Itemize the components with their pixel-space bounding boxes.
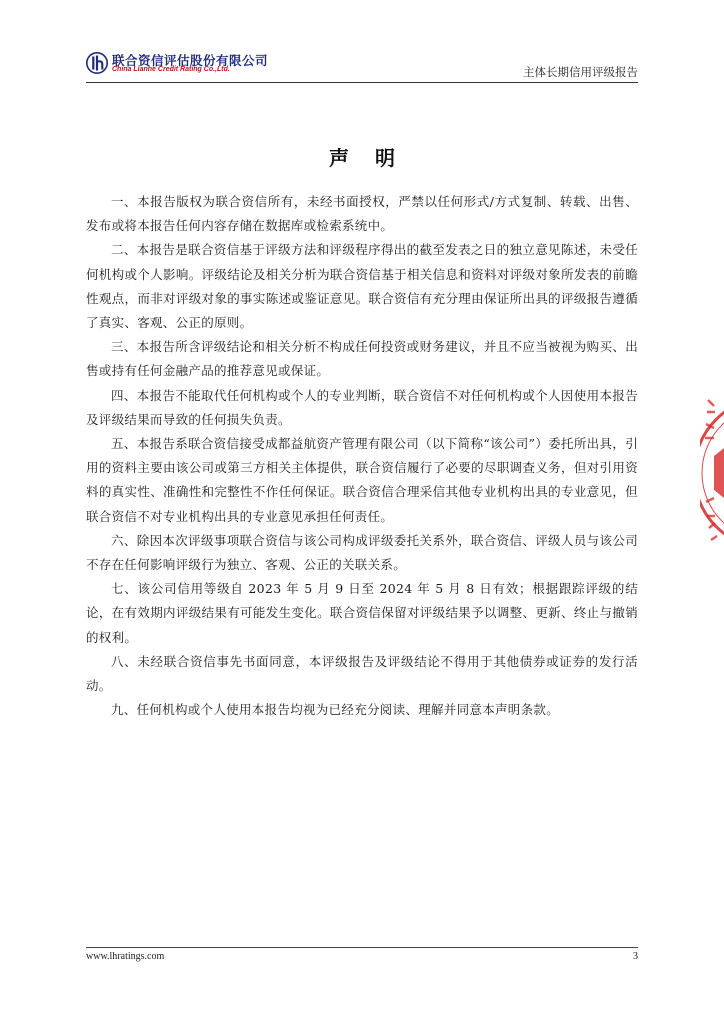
statement-paragraph-9: 九、任何机构或个人使用本报告均视为已经充分阅读、理解并同意本声明条款。 — [111, 702, 560, 718]
company-seal-stamp — [700, 378, 724, 568]
statement-paragraph-1: 一、本报告版权为联合资信所有，未经书面授权，严禁以任何形式/方式复制、转载、出售、发布或将本报告任何内容存储在数据库或检索系统中。 — [86, 194, 638, 234]
page-number: 3 — [633, 951, 638, 962]
company-name-cn: 联合资信评估股份有限公司 — [112, 53, 269, 68]
company-name-en: China Lianhe Credit Rating Co.,Ltd. — [112, 66, 230, 73]
statement-body — [86, 190, 638, 722]
lianhe-logo-icon — [86, 52, 108, 74]
header-divider — [86, 82, 638, 83]
footer-website: www.lhratings.com — [86, 951, 165, 962]
statement-paragraph-4: 四、本报告不能取代任何机构或个人的专业判断，联合资信不对任何机构或个人因使用本报告及评级结果而导致的任何损失负责。 — [86, 387, 638, 427]
page-title: 声明 — [329, 146, 421, 170]
statement-paragraph-3: 三、本报告所含评级结论和相关分析不构成任何投资或财务建议，并且不应当被视为购买、出售或持有任何金融产品的推荐意见或保证。 — [86, 339, 638, 379]
report-type: 主体长期信用评级报告 — [523, 65, 638, 79]
statement-paragraph-2: 二、本报告是联合资信基于评级方法和评级程序得出的截至发表之日的独立意见陈述，未受任何机构或个人影响。评级结论及相关分析为联合资信基于相关信息和资料对评级对象所发表的前瞻性观点，而非对评级对象的事实陈述或鉴证意见。联合资信有充分理由保证所出具的评级报告遵循了真实、客观、公正的原则。 — [86, 242, 638, 331]
statement-paragraph-7: 七、该公司信用等级自 2023 年 5 月 9 日至 2024 年 5 月 8 日有效；根据跟踪评级的结论，在有效期内评级结果有可能发生变化。联合资信保留对评级结果予以调整、更新、终止与撤销的权利。 — [86, 581, 638, 645]
statement-paragraph-8: 八、未经联合资信事先书面同意，本评级报告及评级结论不得用于其他债券或证券的发行活动。 — [86, 653, 638, 694]
statement-paragraph-5: 五、本报告系联合资信接受成都益航资产管理有限公司（以下简称“该公司”）委托所出具，引用的资料主要由该公司或第三方相关主体提供，联合资信履行了必要的尽职调查义务，但对引用资料的真实性、准确性和完整性不作任何保证。联合资信合理采信其他专业机构出具的专业意见，但联合资信不对专业机构出具的专业意见承担任何责任。 — [86, 436, 638, 524]
statement-paragraph-6: 六、除因本次评级事项联合资信与该公司构成评级委托关系外，联合资信、评级人员与该公司不存在任何影响评级行为独立、客观、公正的关联关系。 — [86, 532, 638, 573]
footer-divider — [86, 947, 638, 948]
